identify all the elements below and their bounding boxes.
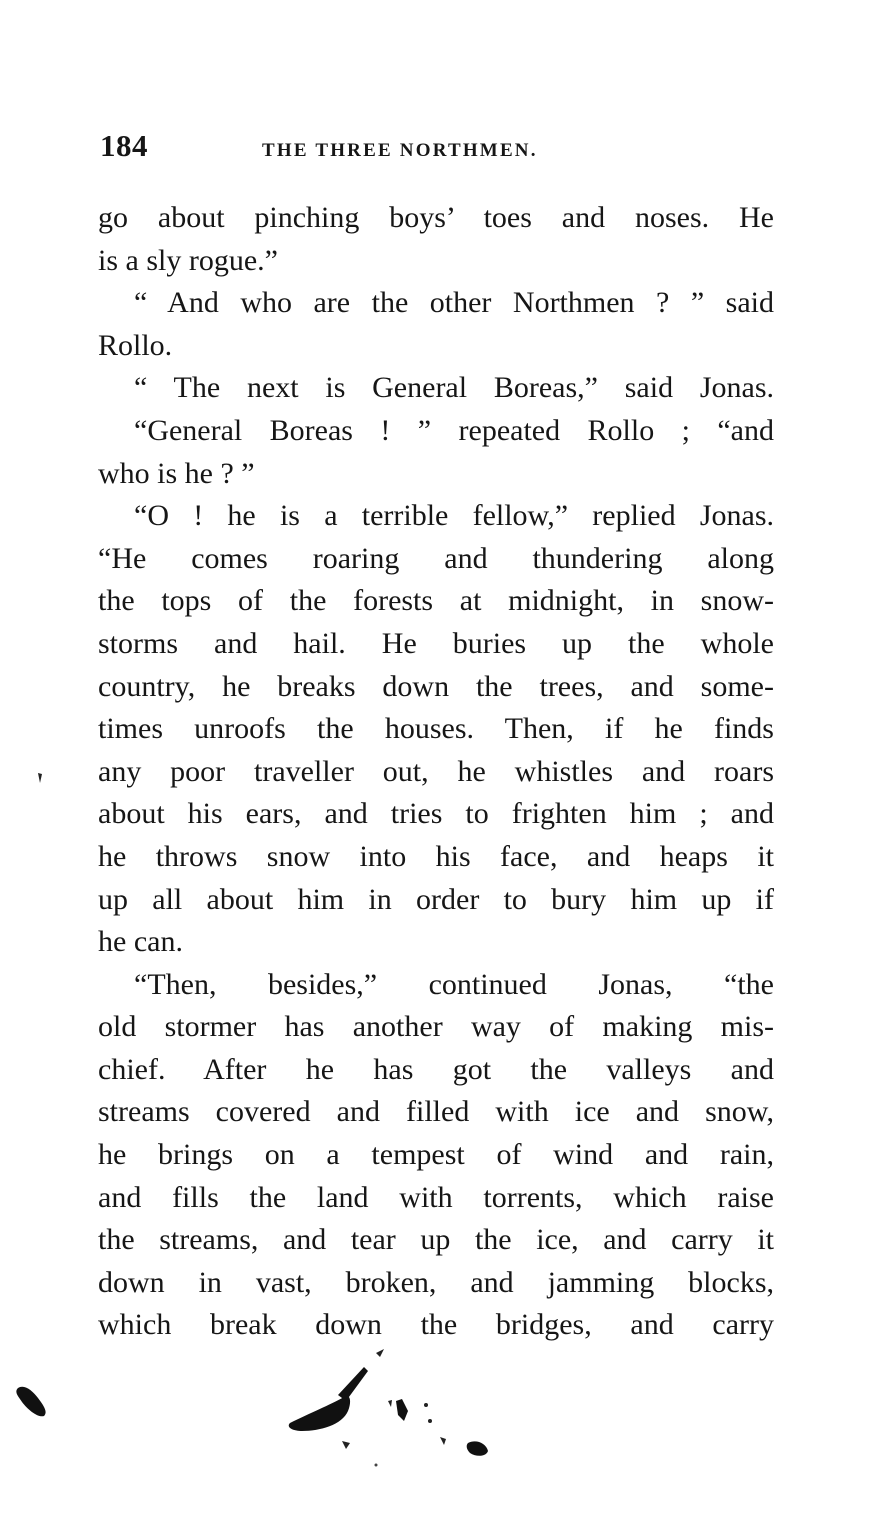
page-header <box>100 128 780 172</box>
ink-blot-left-margin <box>14 1384 54 1418</box>
text-line: chief. After he has got the valleys and <box>98 1052 774 1086</box>
text-line: “ And who are the other Northmen ? ” said <box>134 286 774 320</box>
text-line: down in vast, broken, and jamming blocks, <box>98 1265 774 1299</box>
text-line: times unroofs the houses. Then, if he finds <box>98 712 774 746</box>
text-line: any poor traveller out, he whistles and roars <box>98 754 774 788</box>
text-line: “Then, besides,” continued Jonas, “the <box>134 967 774 1001</box>
body-text <box>98 197 774 1347</box>
text-line: he brings on a tempest of wind and rain, <box>98 1138 774 1172</box>
text-line: “He comes roaring and thundering along <box>98 541 774 575</box>
text-line: country, he breaks down the trees, and some- <box>98 669 774 703</box>
text-line: is a sly rogue.” <box>98 243 278 277</box>
text-line: old stormer has another way of making mis- <box>98 1010 774 1044</box>
text-line: he can. <box>98 925 183 959</box>
text-line: up all about him in order to bury him up if <box>98 882 774 916</box>
text-line: who is he ? ” <box>98 456 255 490</box>
text-line: “General Boreas ! ” repeated Rollo ; “and <box>134 413 774 447</box>
text-line: “ The next is General Boreas,” said Jonas. <box>134 371 774 405</box>
text-line: about his ears, and tries to frighten him ; and <box>98 797 774 831</box>
text-line: “O ! he is a terrible fellow,” replied Jonas. <box>134 499 774 533</box>
text-line: the streams, and tear up the ice, and carry it <box>98 1223 774 1257</box>
text-line: and fills the land with torrents, which raise <box>98 1180 774 1214</box>
ink-blot-bottom <box>280 1345 510 1485</box>
ink-speck-left-margin <box>36 772 44 784</box>
running-title: THE THREE NORTHMEN. <box>262 140 538 161</box>
text-line: which break down the bridges, and carry <box>98 1308 774 1342</box>
text-line: storms and hail. He buries up the whole <box>98 626 774 660</box>
text-line: he throws snow into his face, and heaps it <box>98 839 774 873</box>
text-line: go about pinching boys’ toes and noses. He <box>98 201 774 234</box>
text-line: Rollo. <box>98 328 173 362</box>
text-line: streams covered and filled with ice and snow, <box>98 1095 774 1129</box>
page-number: 184 <box>100 128 148 163</box>
text-line: the tops of the forests at midnight, in snow- <box>98 584 774 618</box>
